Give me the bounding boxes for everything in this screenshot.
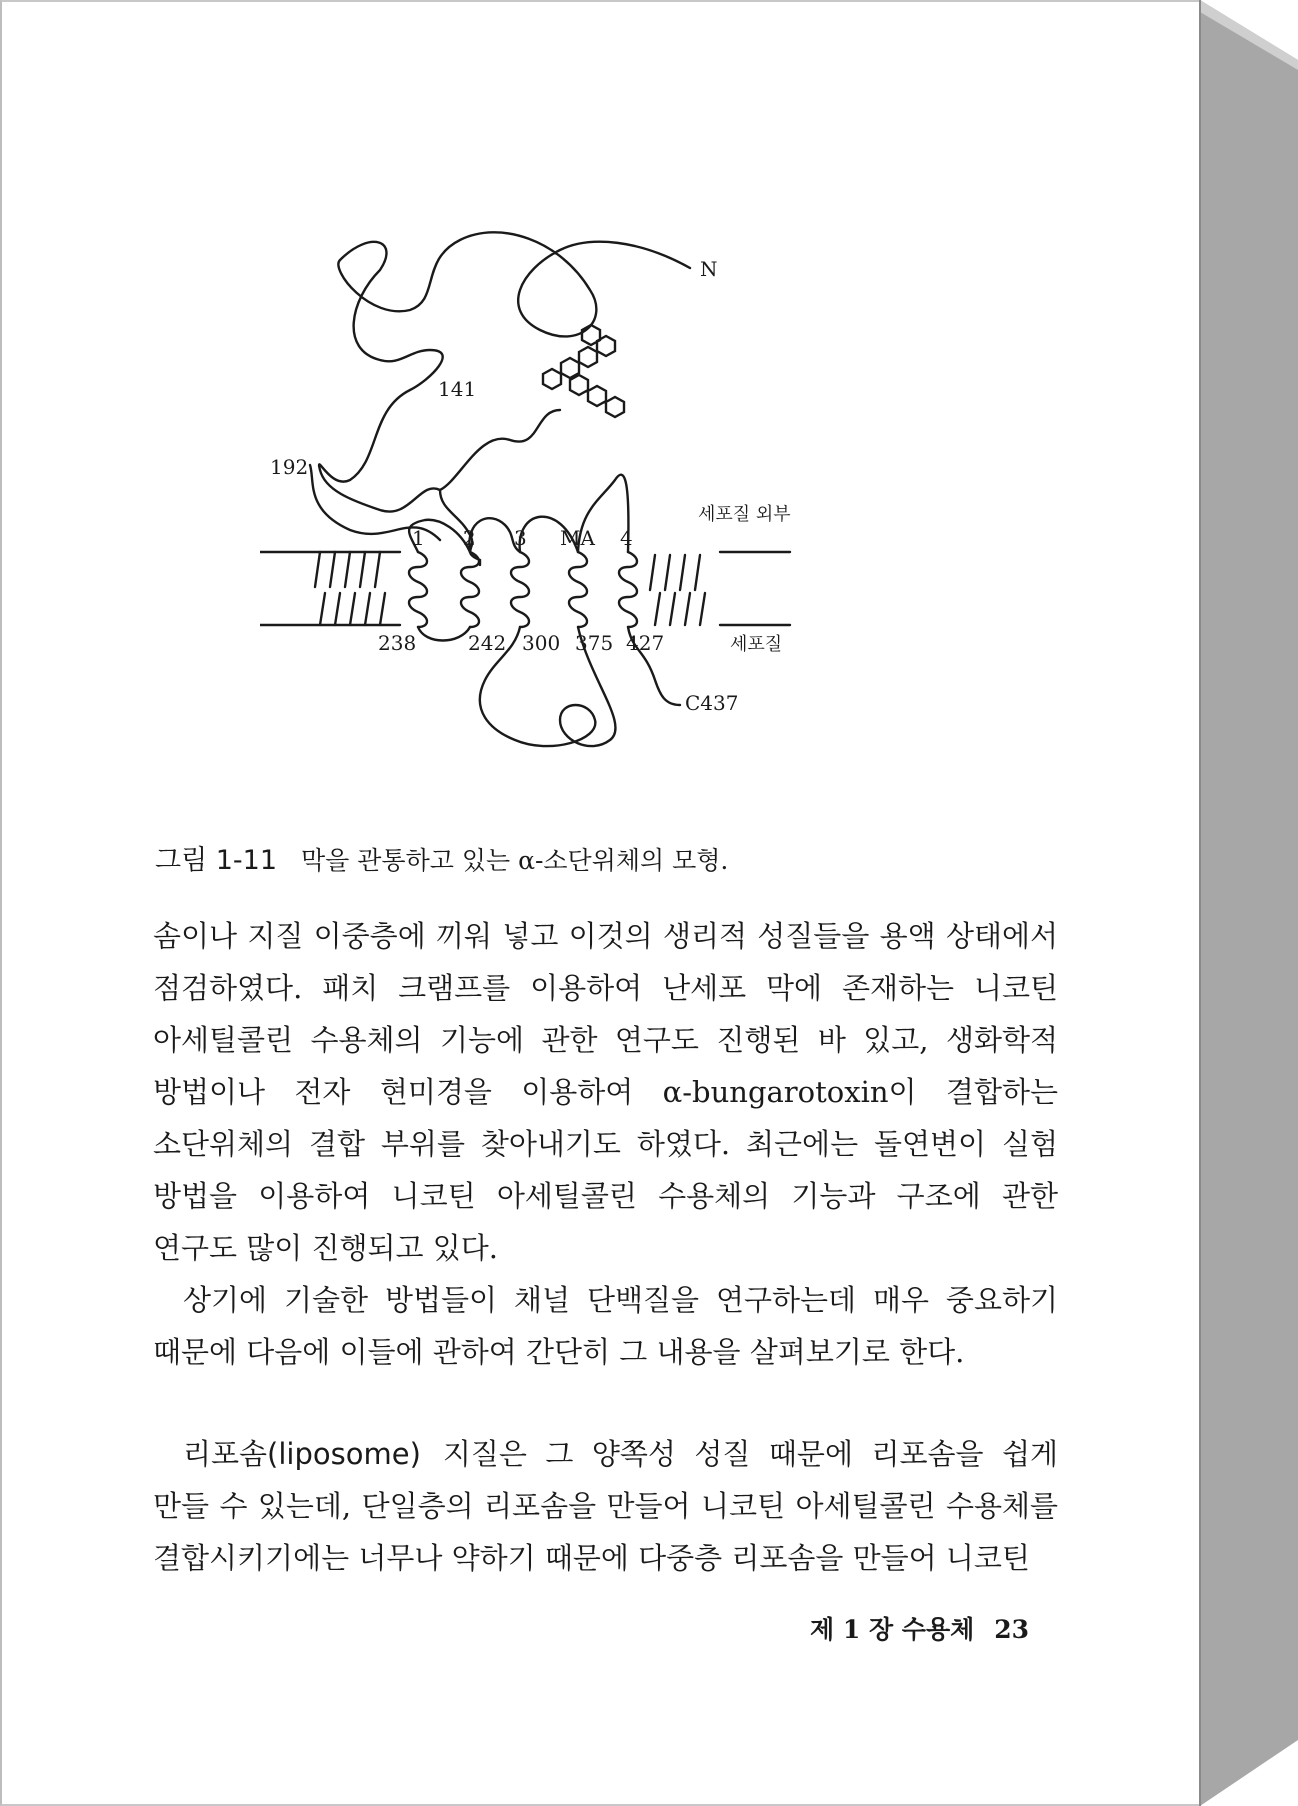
page-number: 23 <box>994 1615 1030 1644</box>
segment-ma-label: MA <box>560 526 595 550</box>
paragraph-liposome <box>153 1428 1058 1584</box>
helix-m1 <box>409 552 427 627</box>
lipid-heads-right <box>650 555 705 625</box>
segment-2-label: 2 <box>463 526 476 550</box>
membrane-topology-diagram <box>260 180 960 780</box>
figure-caption <box>155 838 1055 877</box>
site-141-tail <box>440 410 560 490</box>
figure-number: 그림 1-11 <box>155 845 278 876</box>
extracellular-label: 세포질 외부 <box>698 504 791 525</box>
residue-242-label: 242 <box>468 631 507 655</box>
residue-238-label: 238 <box>378 631 417 655</box>
segment-1-label: 1 <box>412 526 425 550</box>
caption-text: 막을 관통하고 있는 α-소단위체의 모형. <box>301 846 729 875</box>
paragraph-1: 솜이나 지질 이중층에 끼워 넣고 이것의 생리적 성질들을 용액 상태에서 점검하였다. 패치 크램프를 이용하여 난세포 막에 존재하는 니코틴 아세틸콜린 수용체의 기능에 관한 연구도 진행된 바 있고, 생화학적 방법이나 전자 현미경을 이용하여 α-bungarotoxin이 결합하는 소단위체의 결합 부위를 찾아내기도 하였다. 최근에는 돌연변이 실험 방법을 이용하여 니코틴 아세틸콜린 수용체의 기능과 구조에 관한 연구도 많이 진행되고 있다. <box>153 919 1058 1265</box>
segment-4-label: 4 <box>620 526 633 550</box>
paragraph-liposome-text: 지질은 그 양쪽성 성질 때문에 리포솜을 쉽게 만들 수 있는데, 단일층의 리포솜을 만들어 니코틴 아세틸콜린 수용체를 결합시키기에는 너무나 약하기 때문에 다중층 리포솜을 만들어 니코틴 <box>153 1437 1058 1575</box>
n-terminus-label: N <box>700 257 718 281</box>
n-terminal-chain <box>319 232 690 511</box>
lipid-heads-left <box>315 552 385 625</box>
helix-m4 <box>619 552 637 627</box>
segment-3-label: 3 <box>514 526 527 550</box>
c-terminus-label: C437 <box>685 691 739 715</box>
section-term: 리포솜(liposome) <box>183 1437 421 1471</box>
helix-m3 <box>511 552 529 627</box>
body-text <box>153 910 1058 1584</box>
residue-300-label: 300 <box>522 631 561 655</box>
helix-m2 <box>461 552 479 627</box>
chapter-title: 제 1 장 수용체 <box>810 1615 975 1644</box>
glycan-chain <box>543 325 624 417</box>
receptor-subunit-figure <box>260 180 960 780</box>
residue-375-label: 375 <box>575 631 614 655</box>
cytoplasm-label: 세포질 <box>730 634 783 655</box>
helix-ma <box>569 552 587 627</box>
paragraph-2: 상기에 기술한 방법들이 채널 단백질을 연구하는데 매우 중요하기 때문에 다음에 이들에 관하여 간단히 그 내용을 살펴보기로 한다. <box>153 1283 1058 1369</box>
site-192-label: 192 <box>270 455 309 479</box>
residue-427-label: 427 <box>626 631 665 655</box>
site-141-label: 141 <box>438 377 477 401</box>
page-footer <box>810 1610 1029 1646</box>
